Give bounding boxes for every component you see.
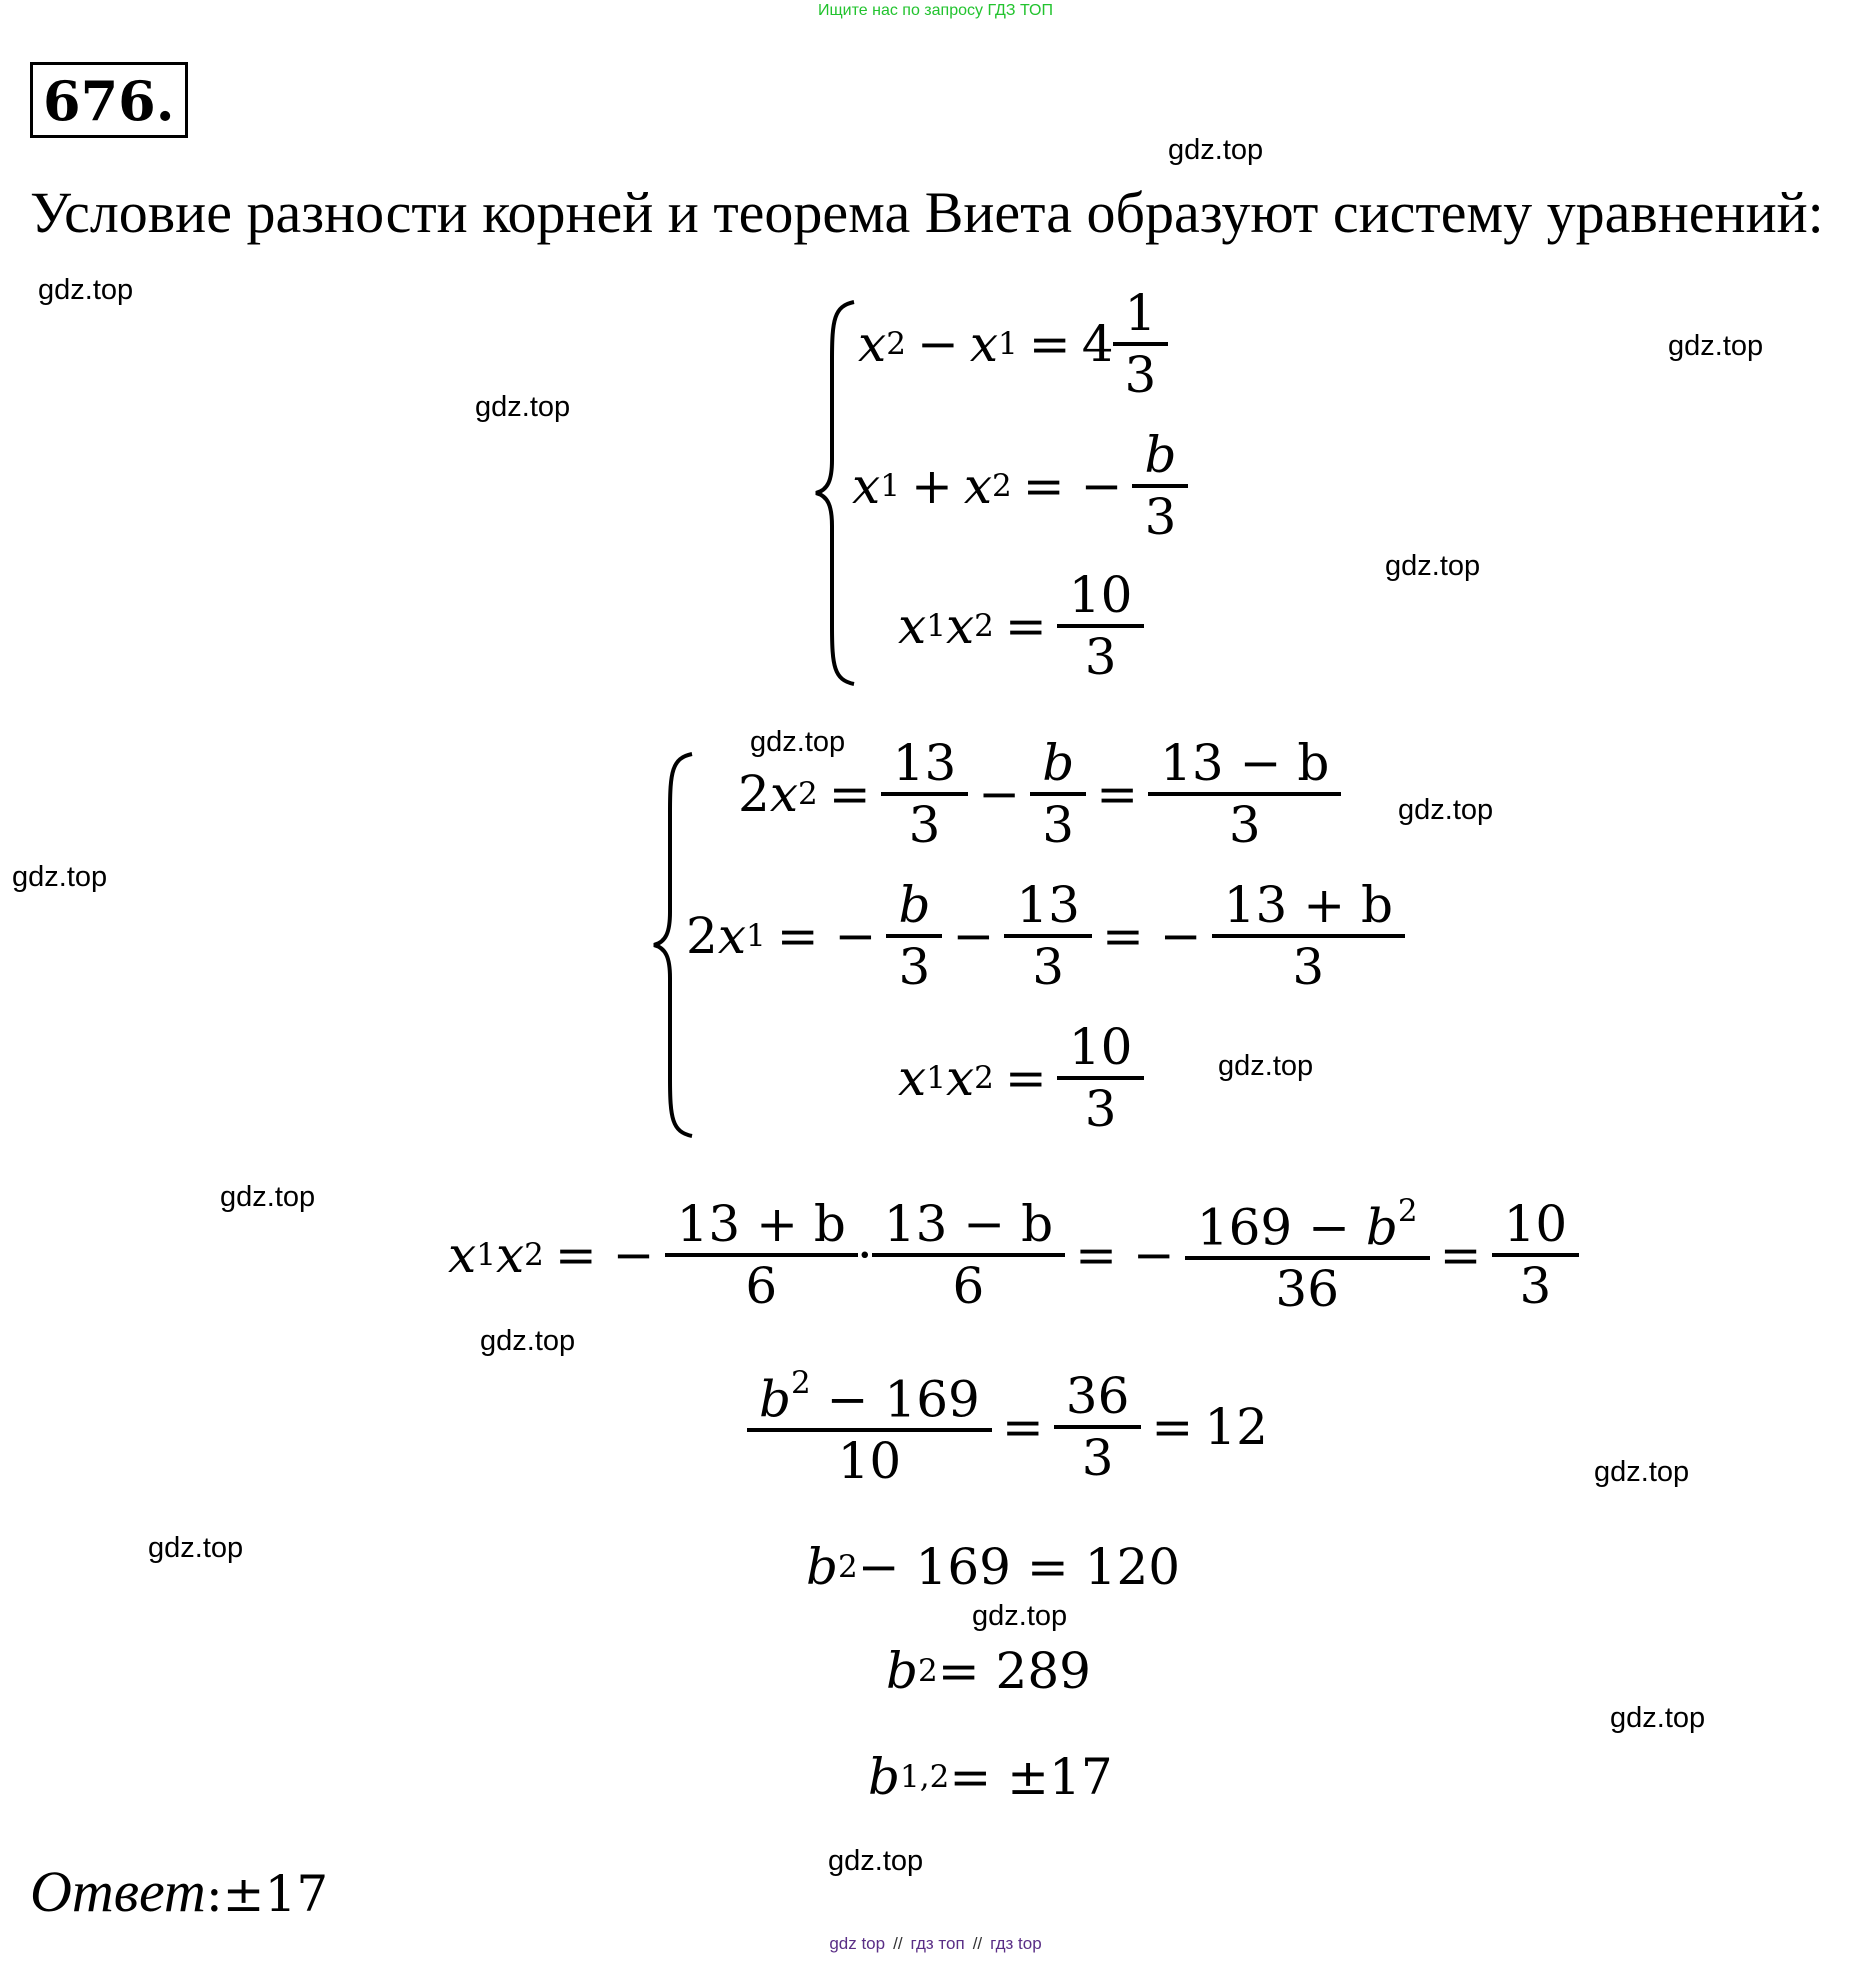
subscript: 1,2 [900, 1758, 950, 1795]
subscript: 2 [992, 467, 1012, 504]
denominator: 6 [872, 1253, 1065, 1311]
equation-line [886, 1642, 1091, 1700]
var: x [945, 1049, 975, 1107]
equals: = [1028, 315, 1071, 373]
var: x [963, 457, 993, 515]
subscript: 1 [926, 1059, 946, 1096]
denominator: 3 [1132, 484, 1188, 542]
watermark: gdz.top [38, 274, 134, 306]
var: b [886, 1642, 919, 1700]
condition-text: Условие разности корней и теорема Виета образуют систему уравнений: [30, 180, 1824, 245]
fraction [1010, 876, 1086, 996]
numerator: 13 − b [1160, 734, 1330, 792]
fraction [1060, 1367, 1136, 1488]
subscript: 1 [998, 325, 1018, 362]
system2-eq1 [738, 734, 1340, 854]
numerator: 1 [1124, 284, 1157, 342]
equals: = [1439, 1226, 1482, 1285]
subscript: 2 [798, 775, 818, 812]
expression: = 289 [937, 1642, 1091, 1700]
numerator: 13 [892, 734, 957, 792]
var: x [898, 1049, 927, 1107]
operator: + [910, 457, 953, 515]
footer-link[interactable]: gdz top [829, 1934, 886, 1953]
numerator: 13 [1016, 876, 1080, 934]
roots-line [868, 1748, 1113, 1806]
coefficient: 2 [686, 907, 718, 965]
denominator: 3 [1148, 792, 1341, 850]
var: x [945, 597, 975, 655]
footer-link[interactable]: гдз топ [910, 1934, 965, 1953]
var: x [969, 315, 999, 373]
fraction [1218, 876, 1399, 996]
system2-eq2 [686, 876, 1404, 996]
numerator: 13 + b [1223, 876, 1393, 934]
equals: = − [1101, 907, 1202, 965]
system1-eq2 [852, 426, 1187, 546]
numerator: 13 − b [883, 1195, 1054, 1254]
denominator: 3 [1212, 934, 1405, 992]
watermark: gdz.top [1610, 1702, 1706, 1734]
watermark: gdz.top [1668, 330, 1764, 362]
numerator: 13 + b [676, 1195, 846, 1254]
whole-part: 4 [1081, 315, 1114, 373]
equals: = [1001, 1398, 1044, 1457]
fraction [1063, 1018, 1139, 1138]
fraction [753, 1365, 986, 1491]
denominator: 3 [1057, 1076, 1145, 1134]
watermark: gdz.top [480, 1325, 576, 1357]
dot-operator: · [856, 1226, 873, 1285]
denominator: 3 [1113, 342, 1169, 400]
watermark: gdz.top [475, 391, 571, 423]
system1-eq3 [898, 566, 1143, 686]
watermark: gdz.top [972, 1600, 1068, 1632]
subscript: 2 [974, 607, 994, 644]
fraction [892, 876, 936, 996]
operator: − [916, 315, 959, 373]
power: 2 [1397, 1193, 1418, 1229]
equals: = [828, 765, 871, 823]
var: x [898, 597, 927, 655]
power: 2 [791, 1365, 811, 1401]
var: x [448, 1226, 477, 1285]
product-line [448, 1193, 1578, 1319]
subscript: 1 [880, 467, 900, 504]
footer-separator: // [972, 1934, 983, 1953]
fraction [1036, 734, 1080, 854]
expression: = ±17 [949, 1748, 1113, 1806]
denominator: 36 [1185, 1256, 1430, 1314]
subscript: 2 [886, 325, 906, 362]
numerator: b [898, 876, 931, 934]
denominator: 3 [881, 792, 969, 850]
var: x [495, 1226, 525, 1285]
var: b [868, 1748, 901, 1806]
fraction [878, 1195, 1059, 1316]
equals: = [1004, 597, 1047, 655]
equals: = − [1075, 1226, 1175, 1285]
equals: = − [1022, 457, 1123, 515]
footer-links [0, 1934, 1871, 1954]
coefficient: 2 [738, 765, 770, 823]
numerator: 10 [1068, 1018, 1133, 1076]
subscript: 2 [974, 1059, 994, 1096]
fraction [1063, 566, 1139, 686]
watermark: gdz.top [1218, 1050, 1314, 1082]
power: 2 [838, 1548, 858, 1585]
denominator: 3 [886, 934, 942, 992]
watermark: gdz.top [12, 861, 108, 893]
equation-line [806, 1538, 1181, 1596]
equals: = − [776, 907, 877, 965]
var: x [852, 457, 881, 515]
denominator: 3 [1057, 624, 1145, 682]
equals: = [1004, 1049, 1047, 1107]
var: x [858, 315, 887, 373]
answer-label: Ответ [30, 1859, 206, 1924]
equals: = [1096, 765, 1139, 823]
system2-eq3 [898, 1018, 1143, 1138]
equals: = − [554, 1226, 655, 1285]
var: b [759, 1370, 792, 1429]
var: b [806, 1538, 839, 1596]
fraction [1154, 734, 1335, 854]
denominator: 3 [1054, 1425, 1142, 1483]
answer [30, 1858, 328, 1925]
denominator: 3 [1004, 934, 1092, 992]
numerator: b [1144, 426, 1177, 484]
operator: − [978, 765, 1021, 823]
numerator: − 169 [810, 1370, 980, 1429]
subscript: 1 [926, 607, 946, 644]
numerator: 10 [1068, 566, 1133, 624]
numerator: b [1042, 734, 1075, 792]
top-banner: Ищите нас по запросу ГДЗ ТОП [818, 2, 1053, 19]
system1-eq1 [858, 284, 1167, 404]
numerator: 36 [1065, 1367, 1130, 1426]
var: b [1365, 1198, 1398, 1257]
watermark: gdz.top [828, 1845, 924, 1877]
subscript: 1 [746, 917, 766, 954]
denominator: 3 [1030, 792, 1086, 850]
subscript: 1 [476, 1236, 496, 1273]
watermark: gdz.top [750, 726, 846, 758]
watermark: gdz.top [148, 1532, 244, 1564]
denominator: 10 [747, 1428, 992, 1486]
power: 2 [918, 1652, 938, 1689]
fraction [1138, 426, 1182, 546]
expression: − 169 = 120 [857, 1538, 1181, 1596]
var: x [769, 765, 799, 823]
watermark: gdz.top [220, 1181, 316, 1213]
subscript: 2 [524, 1236, 544, 1273]
equals: = [1151, 1398, 1194, 1457]
answer-colon: : [205, 1865, 223, 1923]
watermark: gdz.top [1168, 134, 1264, 166]
var: x [717, 907, 747, 965]
watermark: gdz.top [1385, 550, 1481, 582]
denominator: 3 [1492, 1253, 1580, 1311]
numerator: 169 − [1196, 1198, 1366, 1257]
fraction [1498, 1195, 1574, 1316]
watermark: gdz.top [1398, 794, 1494, 826]
problem-number: 676. [30, 62, 188, 138]
watermark: gdz.top [1594, 1456, 1690, 1488]
footer-separator: // [893, 1934, 903, 1953]
denominator: 6 [665, 1253, 858, 1311]
fraction [1191, 1193, 1424, 1319]
operator: − [952, 907, 995, 965]
fraction [887, 734, 963, 854]
footer-link[interactable]: гдз top [990, 1934, 1042, 1953]
fraction [1119, 284, 1163, 404]
answer-value: ±17 [222, 1865, 329, 1923]
numerator: 10 [1503, 1195, 1568, 1254]
result: 12 [1204, 1398, 1268, 1457]
fraction [671, 1195, 852, 1316]
ratio-line [748, 1365, 1268, 1491]
